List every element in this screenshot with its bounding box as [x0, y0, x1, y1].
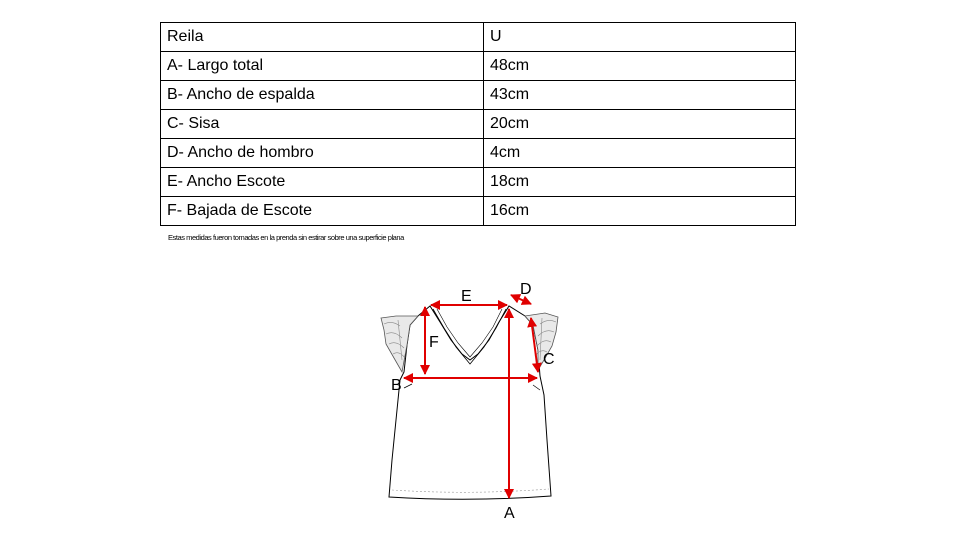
measurement-note: Estas medidas fueron tomadas en la prenda sin estirar sobre una superficie plana: [168, 233, 404, 242]
measure-label: F- Bajada de Escote: [161, 197, 484, 226]
measure-value: 20cm: [484, 110, 796, 139]
label-d: D: [520, 281, 532, 298]
label-f: F: [429, 334, 439, 351]
measure-label: B- Ancho de espalda: [161, 81, 484, 110]
measure-label: C- Sisa: [161, 110, 484, 139]
measure-label: D- Ancho de hombro: [161, 139, 484, 168]
measure-value: 48cm: [484, 52, 796, 81]
table-row: [161, 110, 796, 139]
label-b: B: [391, 377, 402, 394]
garment-diagram: [370, 275, 570, 525]
table-row: [161, 81, 796, 110]
measure-label: A- Largo total: [161, 52, 484, 81]
header-label: Reila: [161, 23, 484, 52]
header-value: U: [484, 23, 796, 52]
label-a: A: [504, 505, 515, 522]
table-row: [161, 168, 796, 197]
measure-value: 16cm: [484, 197, 796, 226]
table-header-row: [161, 23, 796, 52]
table-row: [161, 197, 796, 226]
measure-label: E- Ancho Escote: [161, 168, 484, 197]
size-table: [160, 22, 796, 226]
measure-value: 43cm: [484, 81, 796, 110]
measure-value: 4cm: [484, 139, 796, 168]
measure-value: 18cm: [484, 168, 796, 197]
table-row: [161, 139, 796, 168]
label-c: C: [543, 351, 555, 368]
label-e: E: [461, 288, 472, 305]
table-row: [161, 52, 796, 81]
top-outline: [389, 306, 551, 499]
